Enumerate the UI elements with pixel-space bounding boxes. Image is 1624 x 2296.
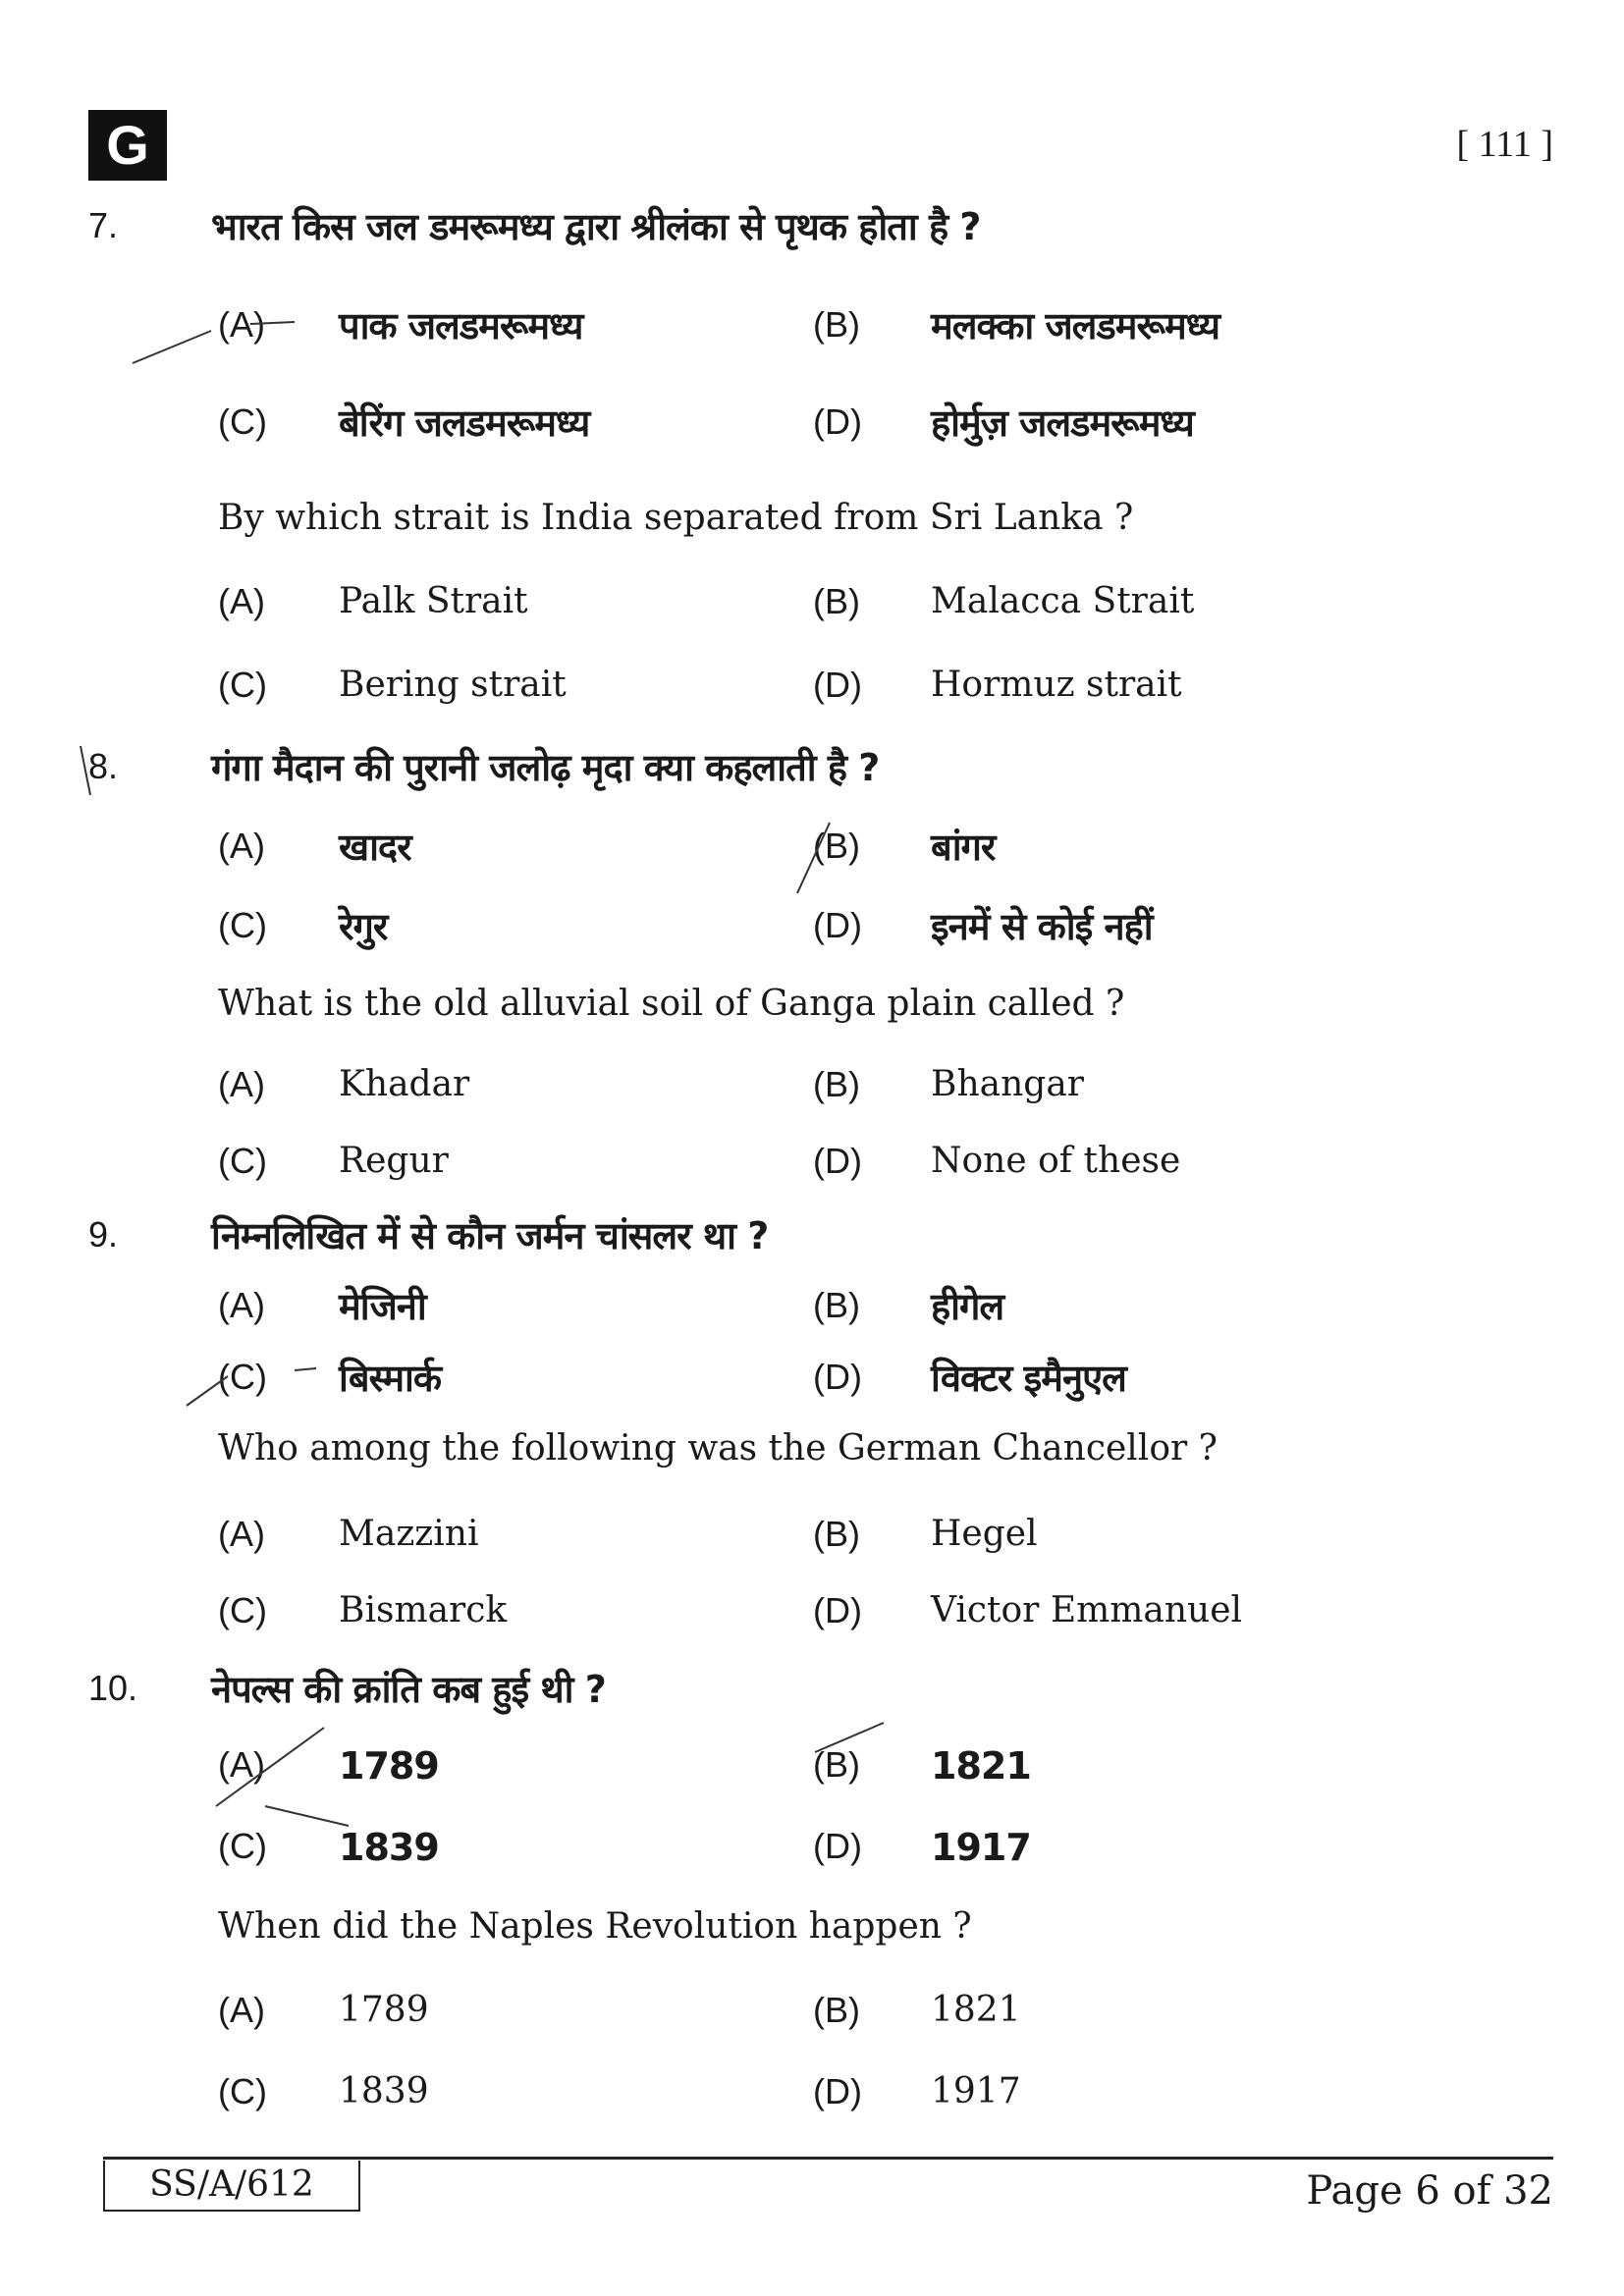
question-number: 7. [88,205,119,245]
set-letter-badge: G [88,110,167,181]
option-label-hindi[interactable]: (C) [218,905,267,945]
option-text-hindi[interactable]: मलक्का जलडमरूमध्य [931,304,1220,347]
option-text-english[interactable]: 1789 [339,1990,429,2030]
page-number: Page 6 of 32 [1306,2168,1553,2214]
tick-mark-q7 [133,322,295,363]
option-label-hindi[interactable]: (A) [218,826,265,866]
option-label-english[interactable]: (B) [813,1514,860,1554]
option-label-english[interactable]: (C) [218,665,267,705]
option-text-english[interactable]: None of these [931,1141,1181,1181]
option-label-english[interactable]: (A) [218,1064,265,1104]
option-text-hindi[interactable]: इनमें से कोई नहीं [931,905,1153,948]
question-number: 8. [88,746,119,786]
option-label-english[interactable]: (C) [218,1141,267,1181]
option-label-english[interactable]: (A) [218,1514,265,1554]
option-text-english[interactable]: 1839 [339,2071,429,2111]
option-label-hindi[interactable]: (C) [218,1357,267,1397]
option-text-english[interactable]: Bismarck [339,1590,508,1630]
option-label-hindi[interactable]: (D) [813,1357,862,1397]
option-label-english[interactable]: (D) [813,2071,862,2111]
question-text-hindi: निम्नलिखित में से कौन जर्मन चांसलर था ? [211,1214,769,1257]
option-text-hindi[interactable]: 1821 [931,1744,1031,1788]
option-text-english[interactable]: 1821 [931,1990,1021,2030]
option-text-hindi[interactable]: पाक जलडमरूमध्य [339,304,583,347]
option-label-english[interactable]: (A) [218,1990,265,2030]
question-text-hindi: भारत किस जल डमरूमध्य द्वारा श्रीलंका से पृथक होता है ? [211,205,981,248]
option-text-english[interactable]: Regur [339,1141,449,1181]
option-text-english[interactable]: Bhangar [931,1064,1085,1104]
option-label-hindi[interactable]: (D) [813,1826,862,1866]
option-label-hindi[interactable]: (B) [813,1744,860,1785]
option-text-hindi[interactable]: विक्टर इमैनुएल [931,1357,1126,1400]
paper-code: SS/A/612 [103,2161,360,2212]
question-text-hindi: नेपल्स की क्रांति कब हुई थी ? [211,1668,606,1711]
question-code: [ 111 ] [1456,124,1553,165]
option-text-hindi[interactable]: हीगेल [931,1285,1004,1328]
option-text-english[interactable]: Victor Emmanuel [931,1590,1243,1630]
footer-divider [103,2157,1553,2160]
option-text-hindi[interactable]: बांगर [931,826,996,869]
option-label-english[interactable]: (A) [218,581,265,621]
option-text-english[interactable]: Malacca Strait [931,581,1195,621]
option-text-english[interactable]: Mazzini [339,1514,479,1554]
option-label-english[interactable]: (D) [813,665,862,705]
option-text-english[interactable]: 1917 [931,2071,1021,2111]
option-text-hindi[interactable]: 1789 [339,1744,439,1788]
option-label-hindi[interactable]: (A) [218,304,265,345]
option-text-hindi[interactable]: बिस्मार्क [339,1357,442,1400]
option-label-english[interactable]: (D) [813,1141,862,1181]
question-text-hindi: गंगा मैदान की पुरानी जलोढ़ मृदा क्या कहलाती है ? [211,746,880,789]
option-label-hindi[interactable]: (B) [813,826,860,866]
option-label-english[interactable]: (C) [218,2071,267,2111]
option-text-hindi[interactable]: बेरिंग जलडमरूमध्य [339,401,590,445]
option-text-hindi[interactable]: रेगुर [339,905,388,948]
option-label-hindi[interactable]: (B) [813,304,860,345]
option-label-english[interactable]: (B) [813,581,860,621]
option-label-english[interactable]: (B) [813,1064,860,1104]
option-label-hindi[interactable]: (D) [813,905,862,945]
option-text-hindi[interactable]: होर्मुज़ जलडमरूमध्य [931,401,1194,445]
option-text-hindi[interactable]: 1839 [339,1826,439,1869]
option-text-english[interactable]: Hormuz strait [931,665,1182,705]
option-label-hindi[interactable]: (D) [813,401,862,442]
question-text-english: When did the Naples Revolution happen ? [218,1906,972,1947]
option-label-hindi[interactable]: (A) [218,1744,265,1785]
option-label-english[interactable]: (B) [813,1990,860,2030]
option-text-english[interactable]: Hegel [931,1514,1038,1554]
option-label-hindi[interactable]: (C) [218,401,267,442]
option-text-english[interactable]: Bering strait [339,665,567,705]
option-label-hindi[interactable]: (C) [218,1826,267,1866]
option-text-hindi[interactable]: 1917 [931,1826,1031,1869]
question-text-english: What is the old alluvial soil of Ganga plain called ? [218,984,1125,1024]
question-text-english: Who among the following was the German Chancellor ? [218,1428,1218,1468]
option-label-english[interactable]: (C) [218,1590,267,1630]
option-label-hindi[interactable]: (B) [813,1285,860,1325]
option-label-hindi[interactable]: (A) [218,1285,265,1325]
option-text-english[interactable]: Palk Strait [339,581,528,621]
question-number: 10. [88,1668,138,1708]
question-text-english: By which strait is India separated from Sri Lanka ? [218,498,1134,538]
option-text-english[interactable]: Khadar [339,1064,470,1104]
question-number: 9. [88,1214,119,1255]
option-text-hindi[interactable]: खादर [339,826,411,869]
option-label-english[interactable]: (D) [813,1590,862,1630]
option-text-hindi[interactable]: मेजिनी [339,1285,426,1328]
